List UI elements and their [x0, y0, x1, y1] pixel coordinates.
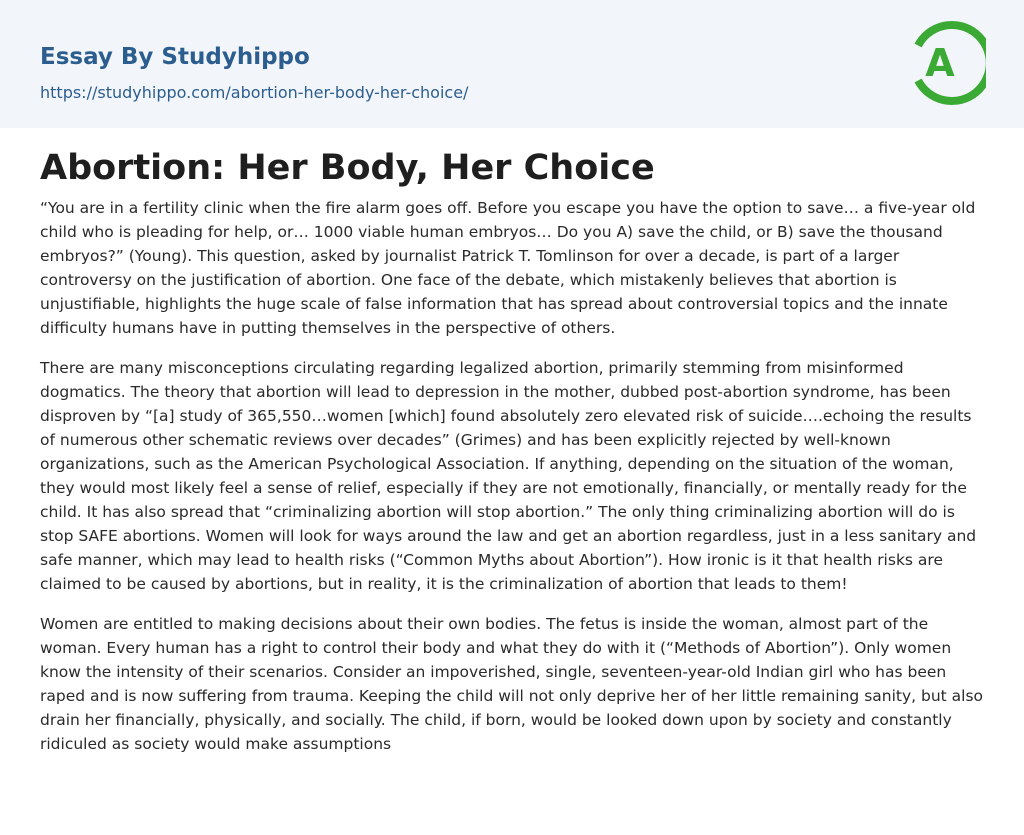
studyhippo-logo[interactable] — [914, 20, 986, 106]
essay-url-link[interactable]: https://studyhippo.com/abortion-her-body-her-choice/ — [40, 83, 469, 102]
essay-paragraph: Women are entitled to making decisions about their own bodies. The fetus is inside the woman, almost part of the woman. Every human has a right to control their body and what they do with it (“Methods of Abortion”). Only women know the intensity of their scenarios. Consider an impoverished, single, seventeen-year-old Indian girl who has been raped and is now suffering from trauma. Keeping the child will not only deprive her of her little remaining sanity, but also drain her financially, physically, and socially. The child, if born, would be looked down upon by society and constantly ridiculed as society would make assumptions — [40, 615, 984, 753]
essay-title: Abortion: Her Body, Her Choice — [40, 148, 655, 188]
essay-paragraph: “You are in a fertility clinic when the fire alarm goes off. Before you escape you have the option to save… a five-year old child who is pleading for help, or… 1000 viable human embryos… Do you A) save the child, or B) save the thousand embryos?” (Young). This question, asked by journalist Patrick T. Tomlinson for over a decade, is part of a larger controversy on the justification of abortion. One face of the debate, which mistakenly believes that abortion is unjustifiable, highlights the huge scale of false information that has spread about controversial topics and the innate difficulty humans have in putting themselves in the perspective of others. — [40, 199, 976, 337]
essay-paragraph: There are many misconceptions circulating regarding legalized abortion, primarily stemming from misinformed dogmatics. The theory that abortion will lead to depression in the mother, dubbed post-abortion syndrome, has been disproven by “[a] study of 365,550…women [which] found absolutely zero elevated risk of suicide….echoing the results of numerous other schematic reviews over decades” (Grimes) and has been explicitly rejected by well-known organizations, such as the American Psychological Association. If anything, depending on the situation of the woman, they would most likely feel a sense of relief, especially if they are not emotionally, financially, or mentally ready for the child. It has also spread that “criminalizing abortion will stop abortion.” The only thing criminalizing abortion will do is stop SAFE abortions. Women will look for ways around the law and get an abortion regardless, just in a less sanitary and safe manner, which may lead to health risks (“Common Myths about Abortion”). How ironic is it that health risks are claimed to be caused by abortions, but in reality, it is the criminalization of abortion that leads to them! — [40, 359, 977, 593]
site-header — [0, 0, 1024, 128]
brand-title[interactable]: Essay By Studyhippo — [40, 44, 310, 70]
essay-content — [0, 128, 1024, 756]
logo-letter: A — [925, 41, 955, 85]
